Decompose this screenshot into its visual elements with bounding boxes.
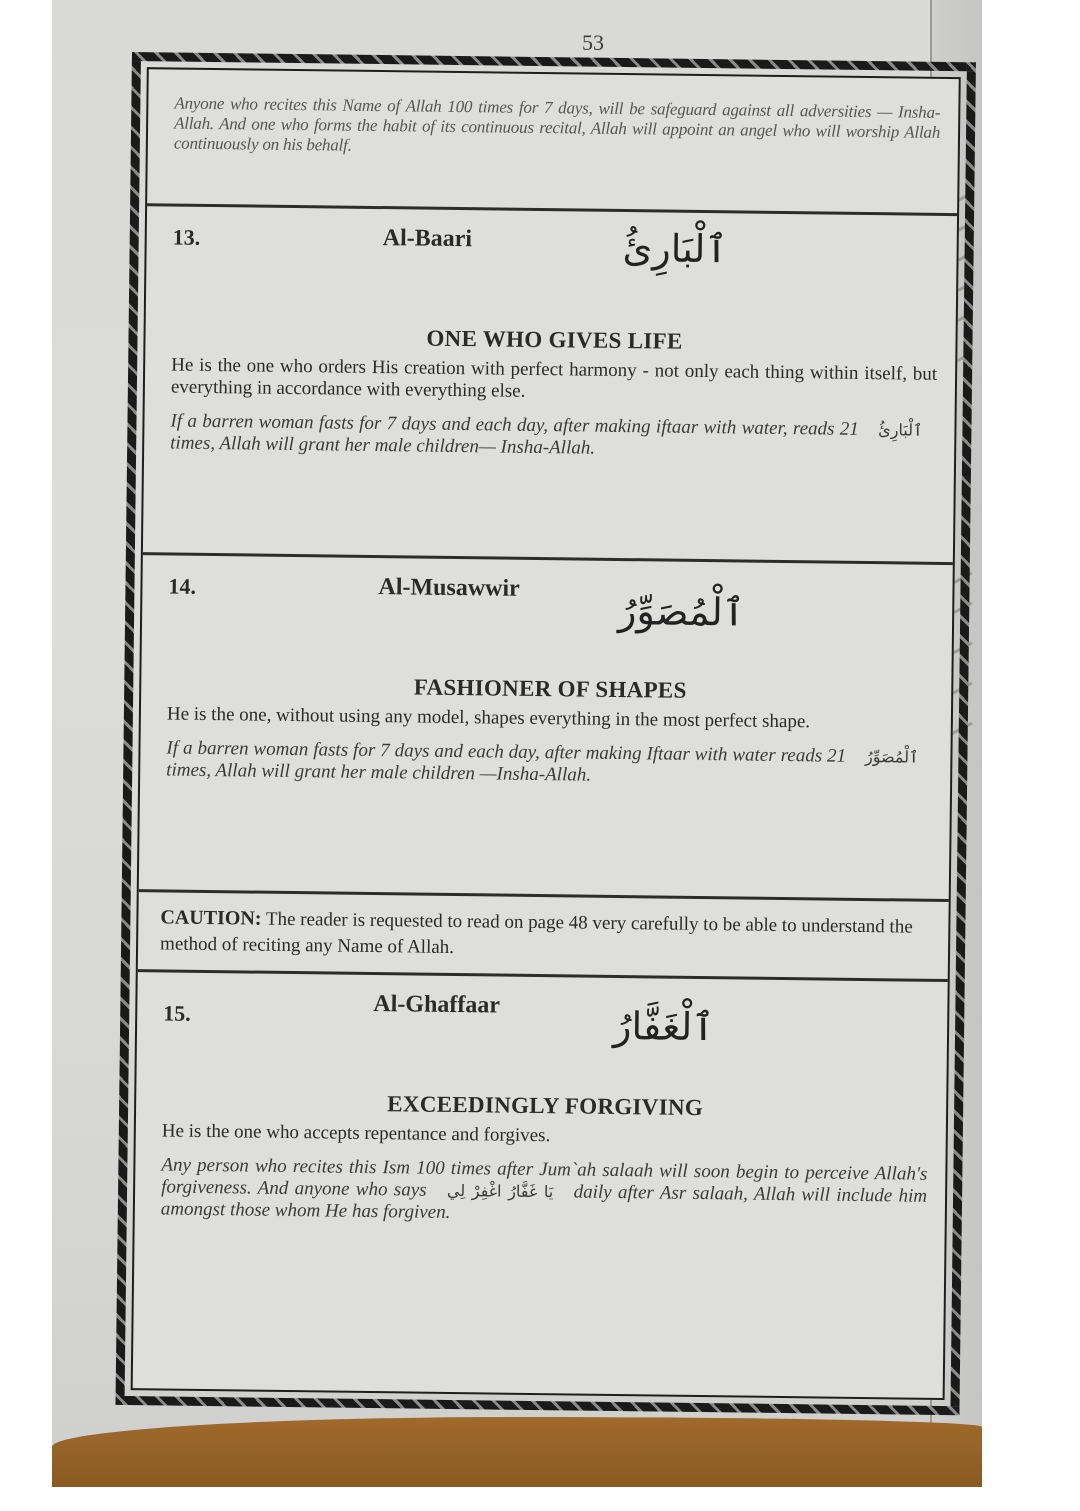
name-transliteration: Al-Ghaffaar [373, 991, 501, 1019]
name-benefit: Any person who recites this Ism 100 times after Jum`ah salaah will soon begin to perceive Allah's forgiveness. And anyone who says يَا غَفَّارُ اغْفِرْ لِي daily after Asr salaah, Allah will include him amongst those whom He has forgiven. [160, 1154, 928, 1223]
name-number: 13. [172, 224, 201, 250]
name-arabic-calligraphy: ٱلْمُصَوِّرُ [617, 588, 746, 635]
name-description: He is the one, without using any model, shapes everything in the most perfect shape. [166, 703, 811, 733]
page-content [131, 67, 961, 1400]
name-meaning-heading: EXCEEDINGLY FORGIVING [387, 1091, 704, 1121]
name-description: He is the one who orders His creation with perfect harmony - not only each thing within itself, but everything in accordance with everything else. [170, 354, 938, 402]
page-number: 53 [582, 30, 604, 55]
name-transliteration: Al-Baari [382, 225, 473, 253]
name-benefit: If a barren woman fasts for 7 days and each day, after making iftaar with water, reads ٱلْبَارِئُ 21 times, Allah will grant her male children— Insha-Allah. [170, 410, 936, 463]
intro-text: Anyone who recites this Name of Allah 100 times for 7 days, will be safeguard against all adversities — Insha-Allah. And one who forms the habit of its continuous recital, Allah will appoint an angel who will worship Allah continuously on his behalf. [173, 93, 941, 155]
inline-arabic-name: ٱلْبَارِئُ [878, 420, 923, 440]
name-description: He is the one who accepts repentance and forgives. [161, 1120, 551, 1147]
name-benefit: If a barren woman fasts for 7 days and each day, after making Iftaar with water reads ٱلْمُصَوِّرُ 21 times, Allah will grant her male children —Insha-Allah. [166, 737, 932, 790]
name-arabic-calligraphy: ٱلْغَفَّارُ [612, 1003, 715, 1050]
name-arabic-calligraphy: ٱلْبَارِئُ [622, 226, 728, 272]
book-page-photo [52, 0, 982, 1487]
inline-arabic-dua: يَا غَفَّارُ اغْفِرْ لِي [446, 1180, 554, 1202]
caution-note [138, 892, 949, 982]
caution-label: CAUTION: [160, 906, 262, 930]
name-number: 14. [168, 573, 197, 599]
name-meaning-heading: FASHIONER OF SHAPES [413, 674, 687, 703]
name-transliteration: Al-Musawwir [378, 574, 520, 602]
wooden-table-surface [52, 1417, 982, 1487]
name-entry-15 [135, 972, 948, 1240]
ornate-border-frame [115, 52, 975, 1415]
name-number: 15. [163, 1000, 191, 1026]
intro-section [147, 69, 959, 216]
inline-arabic-name: ٱلْمُصَوِّرُ [864, 747, 919, 767]
name-meaning-heading: ONE WHO GIVES LIFE [426, 325, 683, 354]
caution-text: The reader is requested to read on page 48 very carefully to be able to understand the method of reciting any Name of Allah. [159, 908, 913, 958]
name-entry-13 [143, 206, 957, 565]
name-entry-14 [139, 555, 953, 902]
